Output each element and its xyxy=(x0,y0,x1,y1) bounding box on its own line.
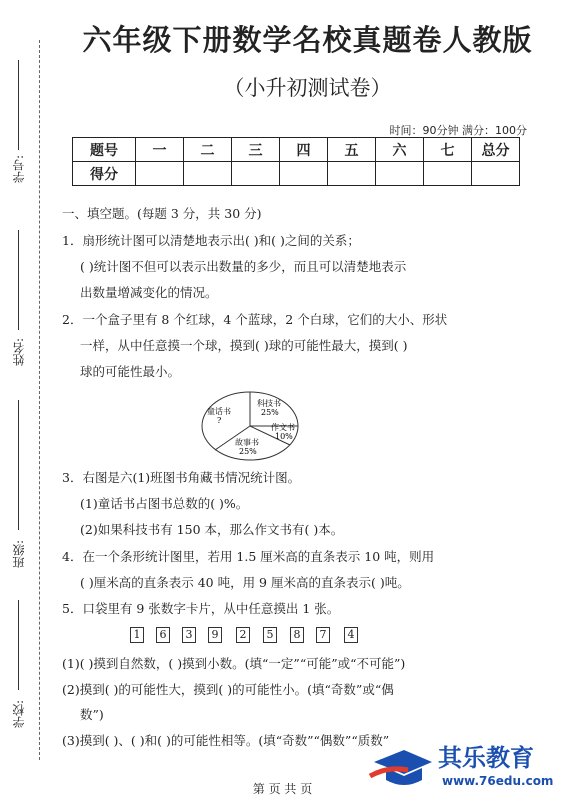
score-table-score-row xyxy=(73,162,520,186)
name-label: 姓名: xyxy=(12,338,26,367)
logo-name: 其乐教育 xyxy=(438,744,534,772)
score-cell: 二 xyxy=(184,138,232,162)
score-blank[interactable] xyxy=(232,162,280,186)
student-no-line xyxy=(18,60,19,150)
score-cell: 六 xyxy=(376,138,424,162)
number-card: 3 xyxy=(182,627,196,643)
score-cell: 总分 xyxy=(472,138,520,162)
number-card: 6 xyxy=(156,627,170,643)
pie-label-zuowen: 作文书 xyxy=(271,423,295,432)
score-cell: 一 xyxy=(136,138,184,162)
pie-label-tonghua-pct: ? xyxy=(217,416,222,425)
question-5-part-2-cont: 数”) xyxy=(80,707,104,722)
question-5-part-1: (1)( )摸到自然数，( )摸到小数。(填“一定”“可能”或“不可能”) xyxy=(62,656,406,671)
number-card: 7 xyxy=(316,627,330,643)
question-5-line-1: 5．口袋里有 9 张数字卡片，从中任意摸出 1 张。 xyxy=(62,601,340,616)
pie-label-gushi-pct: 25% xyxy=(239,447,257,456)
number-card: 1 xyxy=(130,627,144,643)
question-4-line-2: ( )厘米高的直条表示 40 吨，用 9 厘米高的直条表示( )吨。 xyxy=(80,575,410,590)
number-card: 8 xyxy=(290,627,304,643)
question-3-part-2: (2)如果科技书有 150 本，那么作文书有( )本。 xyxy=(80,522,344,537)
exam-title: 六年级下册数学名校真题卷人教版 xyxy=(82,23,533,57)
question-1-line-1: 1．扇形统计图可以清楚地表示出( )和( )之间的关系； xyxy=(62,233,360,248)
number-card: 4 xyxy=(344,627,358,643)
score-cell: 四 xyxy=(280,138,328,162)
question-3-line-1: 3．右图是六(1)班图书角藏书情况统计图。 xyxy=(62,470,301,485)
pie-label-tonghua: 童话书 xyxy=(207,407,231,416)
section-heading: 一、填空题。(每题 3 分，共 30 分) xyxy=(62,206,262,221)
score-blank[interactable] xyxy=(328,162,376,186)
score-cell: 五 xyxy=(328,138,376,162)
score-cell: 题号 xyxy=(73,138,136,162)
score-blank[interactable] xyxy=(424,162,472,186)
question-1-line-3: 出数量增减变化的情况。 xyxy=(80,285,218,300)
class-line xyxy=(18,400,19,530)
score-blank[interactable] xyxy=(472,162,520,186)
score-cell: 三 xyxy=(232,138,280,162)
school-label: 学校: xyxy=(12,700,26,729)
question-5-part-2: (2)摸到( )的可能性大，摸到( )的可能性小。(填“奇数”或“偶 xyxy=(62,682,394,697)
score-blank[interactable] xyxy=(376,162,424,186)
number-card: 2 xyxy=(236,627,250,643)
book-pie-chart xyxy=(195,388,307,464)
class-label: 班级: xyxy=(12,540,26,569)
number-card: 9 xyxy=(208,627,222,643)
score-blank[interactable] xyxy=(184,162,232,186)
question-2-line-2: 一样，从中任意摸一个球，摸到( )球的可能性最大，摸到( ) xyxy=(80,338,408,353)
exam-subtitle: （小升初测试卷） xyxy=(223,76,392,100)
score-blank[interactable] xyxy=(280,162,328,186)
score-table xyxy=(72,137,520,186)
question-2-line-3: 球的可能性最小。 xyxy=(80,364,181,379)
question-4-line-1: 4．在一个条形统计图里，若用 1.5 厘米高的直条表示 10 吨，则用 xyxy=(62,549,435,564)
binding-dashed-line xyxy=(39,40,40,760)
question-3-part-1: (1)童话书占图书总数的( )%。 xyxy=(80,496,249,511)
school-line xyxy=(18,600,19,690)
question-1-line-2: ( )统计图不但可以表示出数量的多少，而且可以清楚地表示 xyxy=(80,259,407,274)
pie-label-gushi: 故事书 xyxy=(235,438,259,447)
pie-label-keji-pct: 25% xyxy=(261,408,279,417)
time-info: 时间：90分钟 满分：100分 xyxy=(389,124,527,137)
number-card: 5 xyxy=(263,627,277,643)
name-line xyxy=(18,230,19,330)
student-no-label: 学号: xyxy=(12,155,26,184)
question-5-part-3: (3)摸到( )、( )和( )的可能性相等。(填“奇数”“偶数”“质数” xyxy=(62,733,390,748)
page-footer: 第 页 共 页 xyxy=(252,782,313,796)
score-table-header-row xyxy=(73,138,520,162)
score-row-label: 得分 xyxy=(73,162,136,186)
pie-label-zuowen-pct: 10% xyxy=(275,432,293,441)
question-2-line-1: 2．一个盒子里有 8 个红球，4 个蓝球，2 个白球，它们的大小、形状 xyxy=(62,312,448,327)
score-blank[interactable] xyxy=(136,162,184,186)
score-cell: 七 xyxy=(424,138,472,162)
logo-url: www.76edu.com xyxy=(442,774,554,788)
pie-label-keji: 科技书 xyxy=(257,399,281,408)
